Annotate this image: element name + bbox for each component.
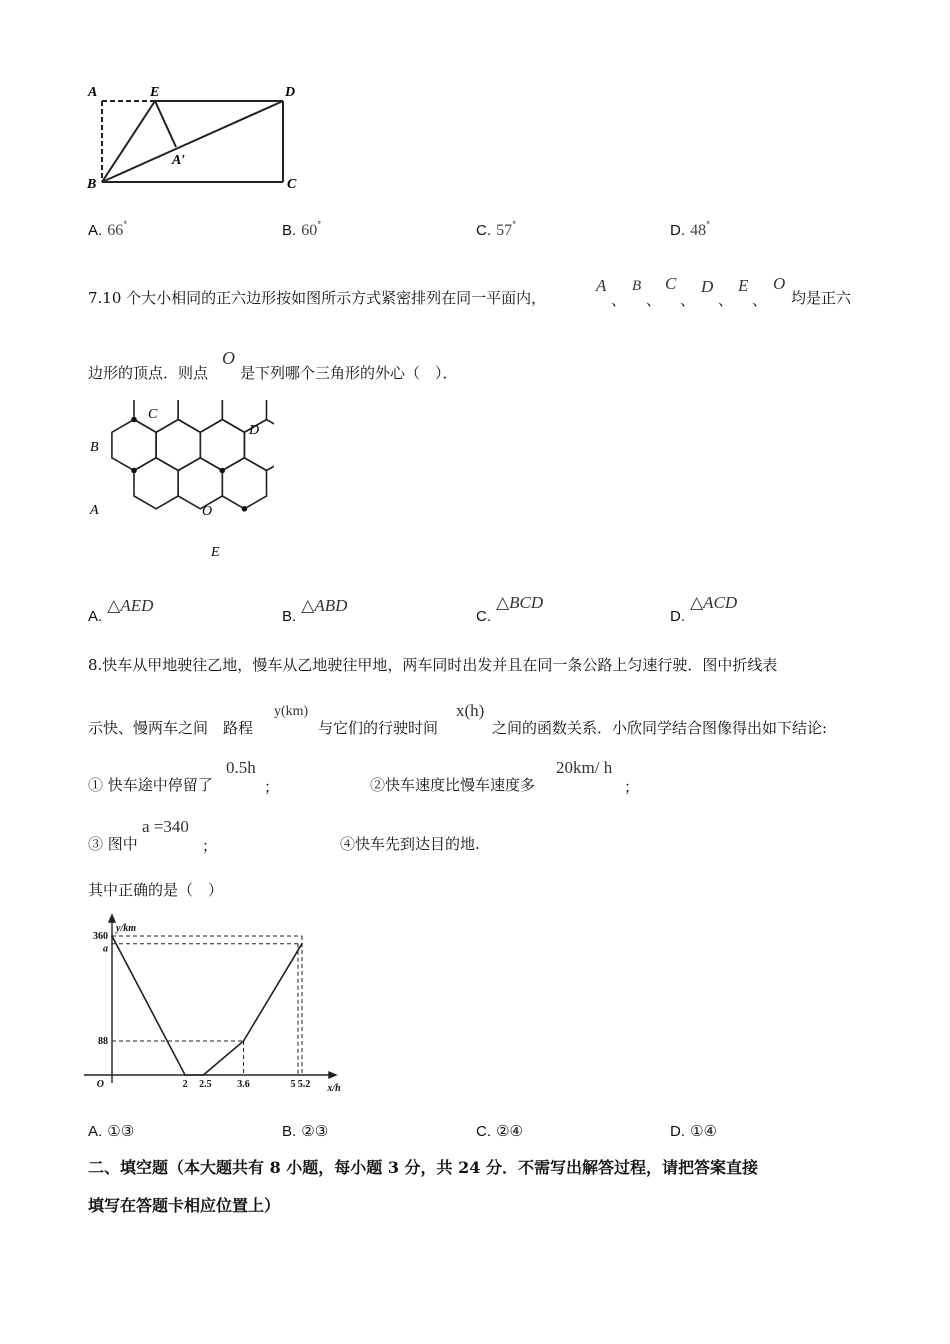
option-value: ②④ [496,1123,523,1140]
separator: ； [264,778,280,796]
q6-option-a[interactable]: A. 66° [88,220,128,239]
hexagon-figure [84,400,274,565]
hexagon-4 [112,420,156,471]
rectangle-fold-figure [84,82,304,194]
option-value: ①③ [107,1123,135,1140]
q8-option-b[interactable] [282,1121,328,1140]
q6-option-b[interactable]: B. 60° [282,220,322,239]
q8-c1-value: 0.5h [226,758,256,777]
hexagon-10 [222,458,266,509]
origin-label: O [96,1079,104,1090]
q7-var-a: A [596,276,607,295]
option-value: 57 [496,222,513,239]
q8-c2-value: 20km/ h [556,758,613,777]
hex-label-e: E [211,545,220,560]
q8-text-line2b: 与它们的行驶时间 [318,719,439,737]
option-label: A. [88,608,103,625]
hexagon-5 [156,420,200,471]
separator: 、 [611,291,627,309]
data-point-1 [184,1074,186,1076]
q7-option-c[interactable] [476,593,544,625]
dot-o [220,468,226,474]
q7-tail: 均是正六 [791,289,852,307]
q7-var-c: C [665,274,677,293]
hexagon-2 [178,400,222,432]
q7-text-line2a: 边形的顶点．则点 [88,364,209,382]
y-tick-label-360: 360 [93,931,108,942]
label-b: B [87,177,97,192]
option-label: A. [88,222,103,239]
hex-label-c: C [148,407,158,422]
q8-option-c[interactable] [476,1121,523,1140]
x-axis-label: x/h [327,1083,341,1094]
q8-y-expr: y(km) [274,704,309,719]
hexagon-3 [222,400,266,432]
dot-e [242,506,248,512]
x-tick-label-2.5: 2.5 [199,1079,212,1090]
label-a-prime: A′ [172,153,186,168]
q8-text-line2a: 示快、慢两车之间 路程 [88,719,254,737]
hexagon-6 [200,420,244,471]
data-point-4 [301,943,303,945]
option-value: △BCD [496,593,544,612]
q7-var-e: E [738,276,749,295]
label-c: C [287,177,297,192]
option-value: ①④ [690,1123,717,1140]
q8-option-d[interactable] [670,1121,717,1140]
x-axis-arrow [329,1072,336,1078]
label-d: D [285,85,296,100]
q7-var-d: D [701,277,714,296]
series-line-segment-2 [203,944,302,1075]
q8-conclusion-3: ③ 图中 [88,835,138,853]
option-label: D. [670,222,685,239]
separator: 、 [646,291,662,309]
series-line-segment-1 [112,936,203,1075]
option-label: C. [476,608,491,625]
q7-option-d[interactable] [670,593,738,625]
hex-label-a: A [90,503,99,518]
separator: 、 [718,291,734,309]
q7-option-a[interactable] [88,596,154,625]
x-tick-label-5.2: 5.2 [297,1079,311,1090]
data-point-2 [202,1074,204,1076]
section-heading-line2: 填写在答题卡相应位置上） [88,1196,281,1215]
q8-text-line2c: 之间的函数关系．小欣同学结合图像得出如下结论: [492,719,828,737]
option-value: 60 [301,222,318,239]
x-tick-label-3.6: 3.6 [237,1079,250,1090]
hex-label-d: D [249,423,260,438]
separator: 、 [680,291,696,309]
q8-conclusion-1: ① 快车途中停留了 [88,776,213,794]
data-point-0 [111,935,113,937]
x-tick-label-2: 2 [182,1079,188,1090]
dot-b [131,417,137,423]
separator: ； [624,778,640,796]
q8-conclusion-2: ②快车速度比慢车速度多 [370,776,536,794]
q7-var-o-2: O [222,348,235,368]
hexagon-8 [134,458,178,509]
label-e: E [150,85,160,100]
option-label: B. [282,608,297,625]
q7-text-line1: 7.10 个大小相同的正六边形按如图所示方式紧密排列在同一平面内， [88,289,547,307]
q7-var-b: B [632,278,642,294]
option-value: △ABD [301,596,348,615]
q8-conclusion-4: ④快车先到达目的地. [340,835,480,853]
q8-option-a[interactable] [88,1121,134,1140]
label-a: A [88,85,98,100]
option-label: D. [670,608,685,625]
hex-label-o: O [202,504,213,519]
option-label: A. [88,1123,103,1140]
q8-x-expr: x(h) [456,701,485,720]
option-value: 48 [690,222,707,239]
option-value: ②③ [301,1123,329,1140]
option-label: C. [476,1123,491,1140]
q8-question: 其中正确的是（ ） [88,881,224,899]
hexagon-9 [178,458,222,509]
y-axis-label: y/km [116,923,136,934]
q7-var-o: O [773,274,786,293]
q6-option-c[interactable]: C. 57° [476,220,517,239]
y-tick-label-88: 88 [98,1036,108,1048]
y-axis-arrow [109,915,115,922]
q6-option-d[interactable]: D. 48° [670,220,711,239]
option-label: B. [282,1123,297,1140]
segment-ea1 [155,101,176,147]
x-tick-label-5: 5 [290,1079,296,1090]
option-value: 66 [107,222,124,239]
distance-time-chart [84,905,344,1095]
q8-c3-value: a =340 [142,817,189,836]
option-label: D. [670,1123,685,1140]
option-value: △AED [107,596,154,615]
q7-text-line2b: 是下列哪个三角形的外心（ ）． [240,364,458,382]
hex-label-b: B [90,440,99,455]
q7-option-b[interactable] [282,596,348,625]
data-point-3 [243,1040,245,1042]
q8-text-line1: 8.快车从甲地驶往乙地，慢车从乙地驶往甲地，两车同时出发并且在同一条公路上匀速行驶．图中折线表 [88,656,778,674]
option-label: B. [282,222,297,239]
y-tick-label-a: a [103,943,108,955]
section-heading-line1: 二、填空题（本大题共有 8 小题，每小题 3 分，共 24 分．不需写出解答过程，请把答案直接 [88,1158,758,1177]
dot-a [131,468,137,474]
separator: 、 [752,291,768,309]
separator: ； [202,837,218,855]
option-value: △ACD [690,593,738,612]
option-label: C. [476,222,491,239]
